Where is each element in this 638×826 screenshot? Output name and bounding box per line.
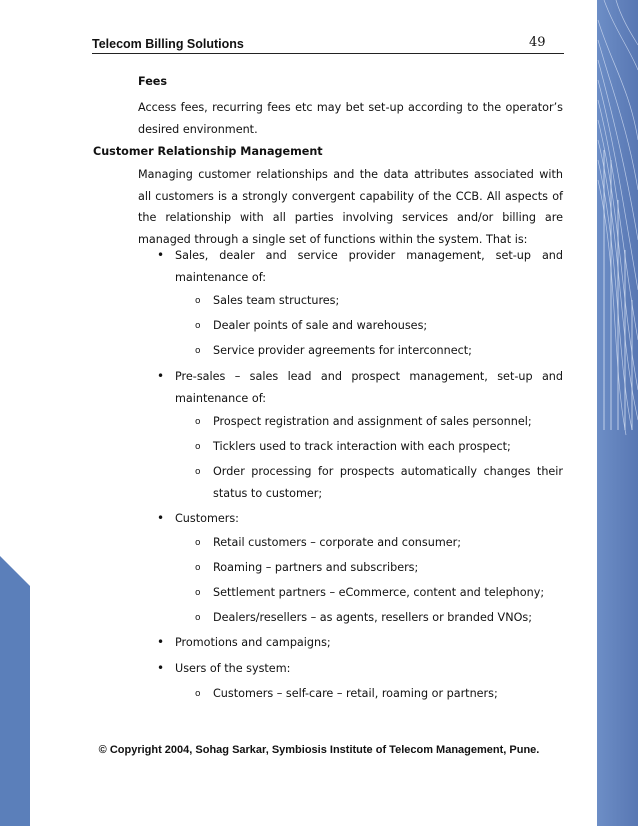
sub-bullet-marker: o xyxy=(195,689,201,699)
sub-bullet-marker: o xyxy=(195,467,201,477)
sub-bullet-marker: o xyxy=(195,538,201,548)
bullet-item-pre-sales: Pre-sales – sales lead and prospect management, set-up and maintenance of: xyxy=(175,370,563,405)
bullet-marker: • xyxy=(157,661,165,675)
fees-body: Access fees, recurring fees etc may bet set-up according to the operator’s desired environment. xyxy=(138,101,563,136)
sub-item: Retail customers – corporate and consumer; xyxy=(213,536,461,549)
sub-bullet-marker: o xyxy=(195,321,201,331)
footer-copyright: © Copyright 2004, Sohag Sarkar, Symbiosis Institute of Telecom Management, Pune. xyxy=(98,744,540,756)
sub-item: Order processing for prospects automatically changes their status to customer; xyxy=(213,465,563,500)
sub-item: Dealers/resellers – as agents, resellers or branded VNOs; xyxy=(213,611,532,624)
sub-bullet-marker: o xyxy=(195,417,201,427)
left-corner-triangle xyxy=(0,556,30,826)
sub-item: Ticklers used to track interaction with each prospect; xyxy=(213,440,511,453)
bullet-marker: • xyxy=(157,635,165,649)
sub-item: Service provider agreements for interconnect; xyxy=(213,344,472,357)
bullet-item-users: Users of the system: xyxy=(175,662,291,675)
crm-heading: Customer Relationship Management xyxy=(93,145,323,158)
crm-intro: Managing customer relationships and the data attributes associated with all customers is a strongly convergent capability of the CCB. All aspects of the relationship with all parties involving services and/or billing are managed through a single set of functions within the system. That is: xyxy=(138,168,563,246)
bullet-item-promotions: Promotions and campaigns; xyxy=(175,636,331,649)
bullet-item-customers: Customers: xyxy=(175,512,239,525)
sub-item: Dealer points of sale and warehouses; xyxy=(213,319,428,332)
sub-bullet-marker: o xyxy=(195,563,201,573)
sub-item: Roaming – partners and subscribers; xyxy=(213,561,419,574)
sub-bullet-marker: o xyxy=(195,442,201,452)
page-number: 49 xyxy=(529,35,546,50)
header-title: Telecom Billing Solutions xyxy=(92,37,244,51)
sub-item: Settlement partners – eCommerce, content and telephony; xyxy=(213,586,545,599)
bullet-marker: • xyxy=(157,511,165,525)
bullet-item-sales-management: Sales, dealer and service provider management, set-up and maintenance of: xyxy=(175,249,563,284)
bullet-marker: • xyxy=(157,369,165,383)
sub-bullet-marker: o xyxy=(195,296,201,306)
sub-bullet-marker: o xyxy=(195,346,201,356)
sub-bullet-marker: o xyxy=(195,588,201,598)
fees-heading: Fees xyxy=(138,75,168,88)
sub-bullet-marker: o xyxy=(195,613,201,623)
sub-item: Prospect registration and assignment of sales personnel; xyxy=(213,415,532,428)
sub-item: Customers – self-care – retail, roaming or partners; xyxy=(213,687,498,700)
bullet-marker: • xyxy=(157,248,165,262)
sub-item: Sales team structures; xyxy=(213,294,340,307)
header-divider xyxy=(92,53,564,54)
